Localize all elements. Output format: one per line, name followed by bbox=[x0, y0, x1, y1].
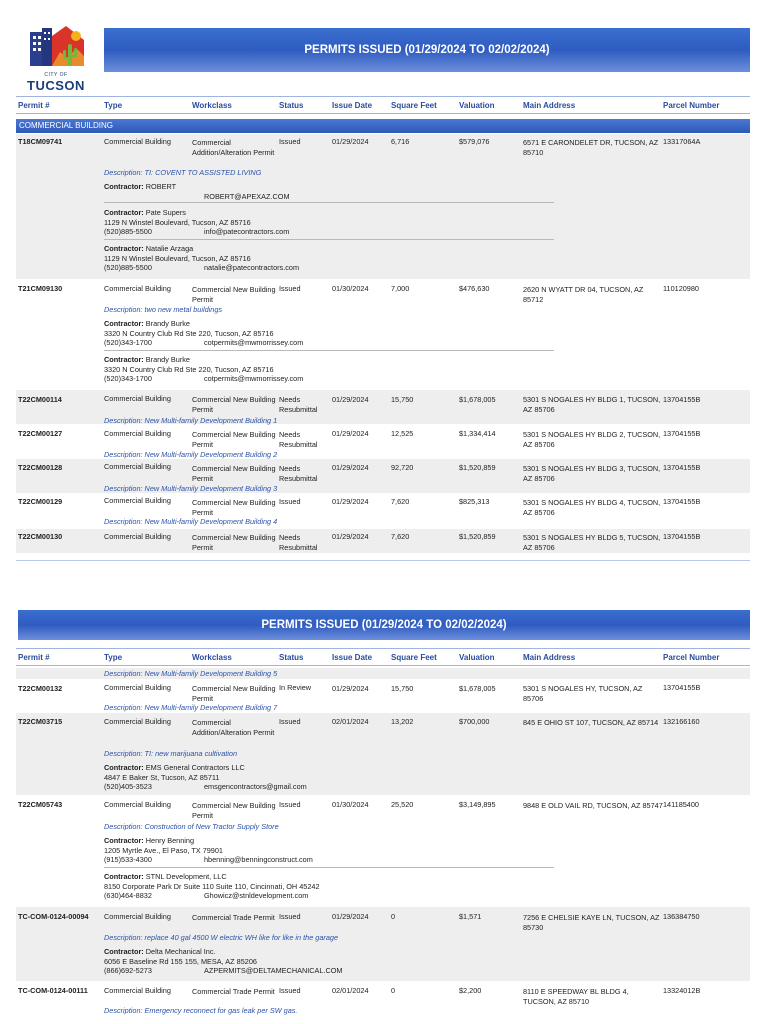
valuation: $1,334,414 bbox=[459, 429, 496, 438]
column-header-row bbox=[16, 96, 750, 114]
divider bbox=[104, 202, 554, 203]
issue-date: 01/29/2024 bbox=[332, 463, 369, 472]
valuation: $1,520,859 bbox=[459, 532, 496, 541]
description: Description: Emergency reconnect for gas leak per SW gas. bbox=[104, 1006, 298, 1015]
main-address: 5301 S NOGALES HY BLDG 3, TUCSON, AZ 85706 bbox=[523, 464, 661, 483]
parcel-number: 13704155B bbox=[663, 395, 701, 404]
contractor: Contractor: STNL Development, LLC 8150 Corporate Park Dr Suite 110 Suite 110, Cincinnati, OH 45242 (630)464-8832 Ghowicz@stnldevelopment.com bbox=[104, 872, 320, 900]
square-feet: 7,620 bbox=[391, 532, 410, 541]
contractor: Contractor: EMS General Contractors LLC 4847 E Baker St, Tucson, AZ 85711 (520)405-3523 emsgencontractors@gmail.com bbox=[104, 763, 307, 791]
parcel-number: 13704155B bbox=[663, 497, 701, 506]
valuation: $700,000 bbox=[459, 717, 490, 726]
status: Issued bbox=[279, 800, 301, 809]
issue-date: 01/29/2024 bbox=[332, 532, 369, 541]
square-feet: 7,000 bbox=[391, 284, 410, 293]
workclass: Commercial Addition/Alteration Permit bbox=[192, 718, 275, 737]
main-address: 9848 E OLD VAIL RD, TUCSON, AZ 85747 bbox=[523, 801, 663, 810]
workclass: Commercial New Building Permit bbox=[192, 430, 276, 449]
contractor: Contractor: Natalie Arzaga 1129 N Winstel Boulevard, Tucson, AZ 85716 (520)885-5500 natalie@patecontractors.com bbox=[104, 244, 300, 272]
workclass: Commercial New Building Permit bbox=[192, 498, 276, 517]
permit-type: Commercial Building bbox=[104, 800, 171, 809]
valuation: $2,200 bbox=[459, 986, 482, 995]
valuation: $825,313 bbox=[459, 497, 490, 506]
status: Issued bbox=[279, 986, 301, 995]
status: Issued bbox=[279, 137, 301, 146]
table-row bbox=[16, 390, 750, 424]
logo-city-of: CITY OF bbox=[44, 72, 68, 78]
section-header: COMMERCIAL BUILDING bbox=[16, 119, 750, 133]
table-row bbox=[16, 668, 750, 679]
contractor: Contractor: Delta Mechanical Inc. 6056 E Baseline Rd 155 155, MESA, AZ 85206 (866)692-5273 AZPERMITS@DELTAMECHANICAL.COM bbox=[104, 947, 343, 975]
permit-type: Commercial Building bbox=[104, 394, 171, 403]
permit-number: T22CM00132 bbox=[18, 684, 63, 693]
description: Description: New Multi-family Development Building 4 bbox=[104, 517, 278, 526]
description: Description: New Multi-family Development Building 5 bbox=[104, 669, 278, 678]
page-divider bbox=[16, 560, 750, 561]
permit-number: T22CM00128 bbox=[18, 463, 63, 472]
col-permit: Permit # bbox=[18, 101, 50, 110]
main-address: 5301 S NOGALES HY, TUCSON, AZ 85706 bbox=[523, 684, 643, 703]
valuation: $1,678,005 bbox=[459, 684, 496, 693]
col-permit: Permit # bbox=[18, 653, 50, 662]
table-row bbox=[16, 280, 750, 389]
description: Description: Construction of New Tractor Supply Store bbox=[104, 822, 279, 831]
logo-city-name: TUCSON bbox=[27, 78, 85, 93]
issue-date: 02/01/2024 bbox=[332, 986, 369, 995]
divider bbox=[104, 350, 554, 351]
contractor: Contractor: Brandy Burke 3320 N Country Club Rd Ste 220, Tucson, AZ 85716 (520)343-1700 cotpermits@mwmorrissey.com bbox=[104, 319, 304, 347]
contractor: Contractor: Pate Supers 1129 N Winstel Boulevard, Tucson, AZ 85716 (520)885-5500 info@patecontractors.com bbox=[104, 208, 290, 236]
parcel-number: 141185400 bbox=[663, 800, 699, 809]
permit-number: T22CM03715 bbox=[18, 717, 63, 726]
parcel-number: 13704155B bbox=[663, 532, 701, 541]
square-feet: 15,750 bbox=[391, 684, 414, 693]
square-feet: 12,525 bbox=[391, 429, 414, 438]
description: Description: New Multi-family Development Building 3 bbox=[104, 484, 278, 493]
table-row bbox=[16, 679, 750, 713]
col-square-feet: Square Feet bbox=[391, 653, 437, 662]
parcel-number: 136384750 bbox=[663, 912, 700, 921]
workclass: Commercial New Building Permit bbox=[192, 533, 276, 552]
col-valuation: Valuation bbox=[459, 101, 495, 110]
valuation: $1,571 bbox=[459, 912, 482, 921]
parcel-number: 13704155B bbox=[663, 463, 701, 472]
table-row bbox=[16, 425, 750, 459]
parcel-number: 13704155B bbox=[663, 429, 701, 438]
permit-number: T22CM00129 bbox=[18, 497, 63, 506]
status: Needs Resubmittal bbox=[279, 464, 318, 483]
square-feet: 0 bbox=[391, 986, 396, 995]
divider bbox=[104, 239, 554, 240]
permit-type: Commercial Building bbox=[104, 986, 171, 995]
issue-date: 01/29/2024 bbox=[332, 497, 369, 506]
description: Description: New Multi-family Development Building 2 bbox=[104, 450, 278, 459]
square-feet: 15,750 bbox=[391, 395, 414, 404]
issue-date: 01/30/2024 bbox=[332, 284, 369, 293]
permit-type: Commercial Building bbox=[104, 912, 171, 921]
table-row bbox=[16, 529, 750, 553]
valuation: $1,520,859 bbox=[459, 463, 496, 472]
permit-type: Commercial Building bbox=[104, 496, 171, 505]
col-issue-date: Issue Date bbox=[332, 101, 373, 110]
tucson-logo-icon bbox=[26, 22, 88, 72]
col-type: Type bbox=[104, 653, 123, 662]
col-parcel-number: Parcel Number bbox=[663, 101, 720, 110]
workclass: Commercial New Building Permit bbox=[192, 801, 276, 820]
permit-number: T22CM00130 bbox=[18, 532, 63, 541]
table-row bbox=[16, 459, 750, 493]
description: Description: New Multi-family Development Building 1 bbox=[104, 416, 278, 425]
workclass: Commercial New Building Permit bbox=[192, 285, 276, 304]
valuation: $1,678,005 bbox=[459, 395, 496, 404]
status: Needs Resubmittal bbox=[279, 430, 318, 449]
status: Needs Resubmittal bbox=[279, 395, 318, 414]
col-status: Status bbox=[279, 101, 304, 110]
main-address: 5301 S NOGALES HY BLDG 1, TUCSON, AZ 85706 bbox=[523, 395, 661, 414]
issue-date: 01/29/2024 bbox=[332, 684, 369, 693]
status: Issued bbox=[279, 717, 301, 726]
col-main-address: Main Address bbox=[523, 653, 576, 662]
col-status: Status bbox=[279, 653, 304, 662]
col-workclass: Workclass bbox=[192, 101, 232, 110]
square-feet: 25,520 bbox=[391, 800, 414, 809]
square-feet: 13,202 bbox=[391, 717, 414, 726]
description: Description: New Multi-family Development Building 7 bbox=[104, 703, 278, 712]
col-workclass: Workclass bbox=[192, 653, 232, 662]
permit-number: T22CM05743 bbox=[18, 800, 63, 809]
main-address: 845 E OHIO ST 107, TUCSON, AZ 85714 bbox=[523, 718, 659, 727]
status: Issued bbox=[279, 912, 301, 921]
valuation: $579,076 bbox=[459, 137, 490, 146]
col-type: Type bbox=[104, 101, 123, 110]
table-row bbox=[16, 981, 750, 1024]
parcel-number: 132166160 bbox=[663, 717, 700, 726]
square-feet: 7,620 bbox=[391, 497, 410, 506]
permit-number: T21CM09130 bbox=[18, 284, 63, 293]
permit-type: Commercial Building bbox=[104, 532, 171, 541]
workclass: Commercial Trade Permit bbox=[192, 913, 275, 922]
workclass: Commercial New Building Permit bbox=[192, 395, 276, 414]
report-title-banner: PERMITS ISSUED (01/29/2024 TO 02/02/2024) bbox=[104, 28, 750, 72]
table-row bbox=[16, 795, 750, 907]
table-row bbox=[16, 134, 750, 279]
main-address: 6571 E CARONDELET DR, TUCSON, AZ 85710 bbox=[523, 138, 659, 157]
divider bbox=[104, 867, 554, 868]
issue-date: 01/29/2024 bbox=[332, 137, 369, 146]
status: Issued bbox=[279, 284, 301, 293]
city-logo bbox=[22, 22, 90, 92]
square-feet: 0 bbox=[391, 912, 396, 921]
workclass: Commercial Trade Permit bbox=[192, 987, 275, 996]
status: In Review bbox=[279, 683, 312, 692]
main-address: 5301 S NOGALES HY BLDG 4, TUCSON, AZ 85706 bbox=[523, 498, 661, 517]
permit-number: T22CM00114 bbox=[18, 395, 62, 404]
col-main-address: Main Address bbox=[523, 101, 576, 110]
col-issue-date: Issue Date bbox=[332, 653, 373, 662]
report-title-banner: PERMITS ISSUED (01/29/2024 TO 02/02/2024) bbox=[18, 610, 750, 640]
main-address: 5301 S NOGALES HY BLDG 2, TUCSON, AZ 85706 bbox=[523, 430, 661, 449]
description: Description: replace 40 gal 4500 W electric WH like for like in the garage bbox=[104, 933, 339, 942]
table-row bbox=[16, 493, 750, 529]
valuation: $3,149,895 bbox=[459, 800, 496, 809]
contractor: Contractor: ROBERT ROBERT@APEXAZ.COM bbox=[104, 182, 290, 201]
square-feet: 6,716 bbox=[391, 137, 410, 146]
permit-number: TC-COM-0124-00094 bbox=[18, 912, 89, 921]
table-row bbox=[16, 907, 750, 981]
status: Needs Resubmittal bbox=[279, 533, 318, 552]
parcel-number: 13704155B bbox=[663, 683, 701, 692]
workclass: Commercial New Building Permit bbox=[192, 684, 276, 703]
square-feet: 92,720 bbox=[391, 463, 414, 472]
description: Description: TI: new marijuana cultivation bbox=[104, 749, 238, 758]
permit-type: Commercial Building bbox=[104, 683, 171, 692]
status: Issued bbox=[279, 497, 301, 506]
permit-type: Commercial Building bbox=[104, 462, 171, 471]
issue-date: 01/29/2024 bbox=[332, 395, 369, 404]
description: Description: TI: COVENT TO ASSISTED LIVING bbox=[104, 168, 262, 177]
permit-type: Commercial Building bbox=[104, 137, 171, 146]
description: Description: two new metal buildings bbox=[104, 305, 223, 314]
workclass: Commercial Addition/Alteration Permit bbox=[192, 138, 275, 157]
valuation: $476,630 bbox=[459, 284, 490, 293]
contractor: Contractor: Henry Benning 1205 Myrtle Ave., El Paso, TX 79901 (915)533-4300 hbenning@benningconstruct.com bbox=[104, 836, 313, 864]
permit-number: TC-COM-0124-00111 bbox=[18, 986, 88, 995]
main-address: 2620 N WYATT DR 04, TUCSON, AZ 85712 bbox=[523, 285, 644, 304]
main-address: 7256 E CHELSIE KAYE LN, TUCSON, AZ 85730 bbox=[523, 913, 660, 932]
col-valuation: Valuation bbox=[459, 653, 495, 662]
parcel-number: 13324012B bbox=[663, 986, 701, 995]
column-header-row bbox=[16, 648, 750, 666]
table-row bbox=[16, 713, 750, 795]
col-parcel-number: Parcel Number bbox=[663, 653, 720, 662]
issue-date: 01/29/2024 bbox=[332, 912, 369, 921]
permit-number: T18CM09741 bbox=[18, 137, 63, 146]
col-square-feet: Square Feet bbox=[391, 101, 437, 110]
issue-date: 02/01/2024 bbox=[332, 717, 369, 726]
main-address: 5301 S NOGALES HY BLDG 5, TUCSON, AZ 85706 bbox=[523, 533, 661, 552]
permit-type: Commercial Building bbox=[104, 284, 171, 293]
contractor: Contractor: Brandy Burke 3320 N Country Club Rd Ste 220, Tucson, AZ 85716 (520)343-1700 cotpermits@mwmorrissey.com bbox=[104, 355, 304, 383]
permit-type: Commercial Building bbox=[104, 717, 171, 726]
permit-number: T22CM00127 bbox=[18, 429, 63, 438]
issue-date: 01/30/2024 bbox=[332, 800, 369, 809]
main-address: 8110 E SPEEDWAY BL BLDG 4, TUCSON, AZ 85710 bbox=[523, 987, 629, 1006]
parcel-number: 110120980 bbox=[663, 284, 699, 293]
workclass: Commercial New Building Permit bbox=[192, 464, 276, 483]
issue-date: 01/29/2024 bbox=[332, 429, 369, 438]
permit-type: Commercial Building bbox=[104, 429, 171, 438]
parcel-number: 13317064A bbox=[663, 137, 701, 146]
